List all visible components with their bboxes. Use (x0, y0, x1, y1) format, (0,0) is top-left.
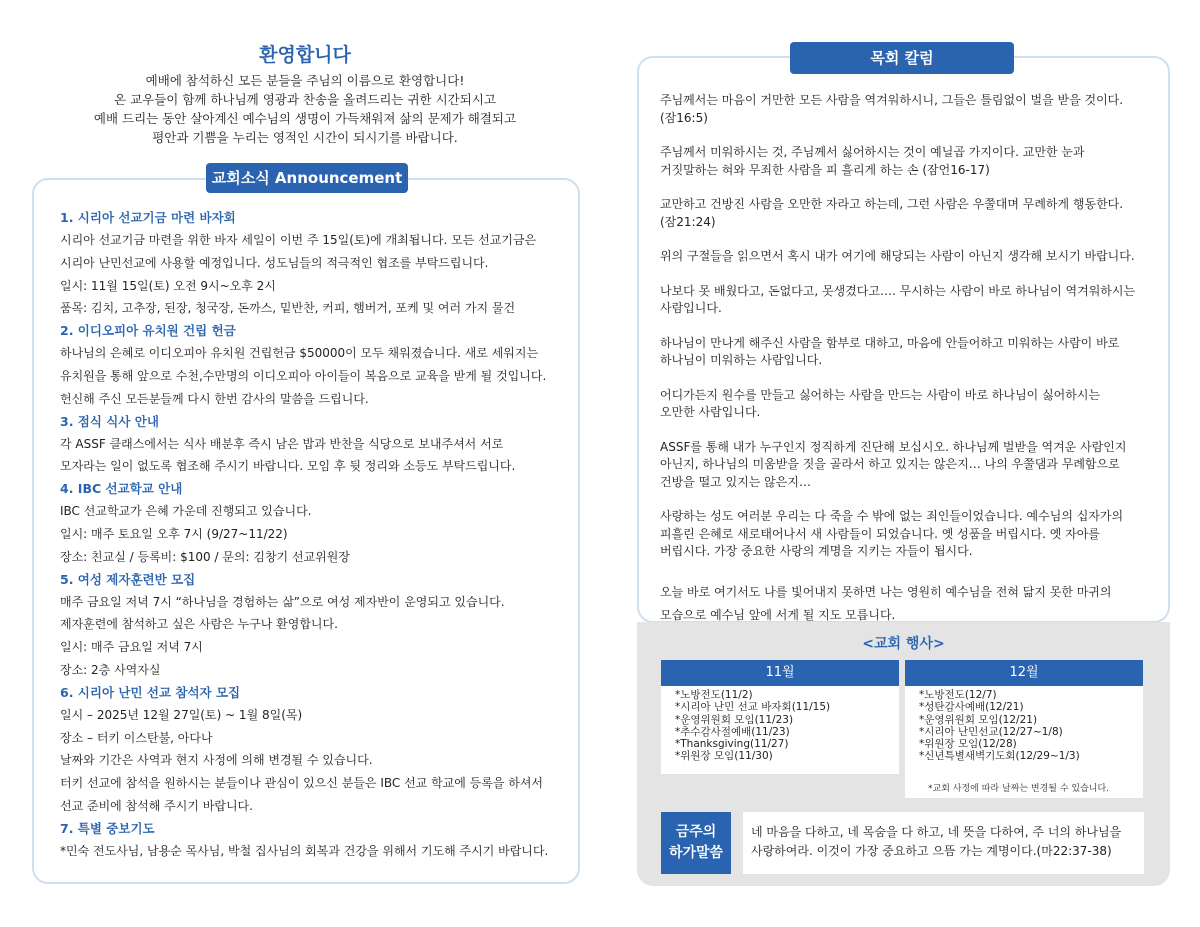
announcement-title: 6. 시리아 난민 선교 참석자 모집 (60, 684, 241, 700)
announcement-line: 제자훈련에 참석하고 싶은 사람은 누구나 환영합니다. (60, 617, 338, 632)
announcement-title: 1. 시리아 선교기금 마련 바자회 (60, 210, 236, 225)
event-item: *추수감사절예배(11/23) (675, 725, 790, 738)
announcement-line: 장소: 2층 사역자실 (60, 662, 161, 677)
verse-line: 네 마음을 다하고, 네 목숨을 다 하고, 네 뜻을 다하여, 주 너의 하나님을 (751, 825, 1122, 839)
welcome-line: 온 교우들이 함께 하나님께 영광과 찬송을 올려드리는 귀한 시간되시고 (114, 92, 496, 107)
welcome-line: 평안과 기쁨을 누리는 영적인 시간이 되시기를 바랍니다. (152, 130, 458, 145)
verse-label-line: 금주의 (675, 824, 717, 840)
column-paragraph (660, 92, 1155, 127)
announcements-list (60, 207, 570, 863)
november-events (661, 686, 899, 774)
column-paragraph (660, 508, 1155, 561)
welcome-line: 예배 드리는 동안 살아계신 예수님의 생명이 가득채워져 삶의 문제가 해결되고 (93, 111, 517, 126)
column-line: 교만하고 건방진 사람을 오만한 자라고 하는데, 그런 사람은 우쭐대며 무례하게 행동한다. (660, 197, 1124, 211)
announcement-line: 모자라는 일이 없도록 협조해 주시기 바랍니다. 모임 후 뒷 정리와 소등도 부탁드립니다. (60, 459, 516, 474)
column-line: 건방을 떨고 있지는 않은지… (660, 474, 811, 489)
column-line: 주님께서 미워하시는 것, 주님께서 싫어하시는 것이 예닐곱 가지이다. 교만한 눈과 (660, 145, 1085, 159)
announcement-line: 장소: 친교실 / 등록비: $100 / 문의: 김창기 선교위원장 (60, 549, 350, 564)
column-line: 피흘린 은혜로 새로태어나서 새 사람들이 되었습니다. 옛 성품을 버립시다. 옛 자아를 (660, 526, 1100, 541)
announcement-line: 일시: 11월 15일(토) 오전 9시~오후 2시 (60, 278, 276, 293)
november-header: 11월 (661, 660, 899, 686)
announcement-title: 2. 이디오피아 유치원 건립 헌금 (60, 323, 236, 339)
column-title: 목회 칼럼 (790, 42, 1014, 74)
announcement-line: 시리아 선교기금 마련을 위한 바자 세일이 이번 주 15일(토)에 개최됩니다. 모든 선교기금은 (60, 233, 537, 247)
column-line: 오만한 사람입니다. (660, 405, 761, 419)
event-item: *운영위원회 모임(11/23) (675, 713, 794, 726)
events-note: *교회 사정에 따라 날짜는 변경될 수 있습니다. (928, 784, 1110, 794)
event-item: *노방전도(11/2) (675, 689, 753, 701)
column-line: 위의 구절들을 읽으면서 혹시 내가 여기에 해당되는 사람이 아닌지 생각해 보시기 바랍니다. (660, 249, 1135, 263)
event-item: *성탄감사예배(12/21) (919, 701, 1024, 714)
column-line: 하나님이 만나게 해주신 사람을 함부로 대하고, 마음에 안들어하고 미워하는 사람이 바로 (660, 335, 1120, 350)
announcement-title: 5. 여성 제자훈련반 모집 (60, 571, 196, 587)
column-line: 어디가든지 원수를 만들고 싫어하는 사람을 만드는 사람이 바로 하나님이 싫어하시는 (660, 387, 1101, 402)
announcement-line: 터키 선교에 참석을 원하시는 분들이나 관심이 있으신 분들은 IBC 선교 학교에 등록을 하셔서 (60, 776, 544, 791)
announcement-line: 날짜와 기간은 사역과 현지 사정에 의해 변경될 수 있습니다. (60, 753, 373, 768)
welcome-title: 환영합니다 (259, 44, 351, 66)
column-line: 버립시다. 가장 중요한 사랑의 계명을 지키는 자들이 됩시다. (660, 544, 973, 558)
column-paragraph (660, 248, 1155, 266)
column-paragraph (660, 387, 1155, 422)
announcement-line: 하나님의 은혜로 이디오피아 유치원 건립헌금 $50000이 모두 채워졌습니다. 새로 세워지는 (60, 346, 539, 361)
event-item: *노방전도(12/7) (919, 689, 997, 701)
column-line: 아닌지, 하나님의 미움받을 짓을 골라서 하고 있지는 않은지… 나의 우쭐댐과 무례함으로 (660, 457, 1120, 471)
announcement-line: 시리아 난민선교에 사용할 예정입니다. 성도님들의 적극적인 협조를 부탁드립니다. (60, 255, 489, 270)
announcement-line: 각 ASSF 클래스에서는 식사 배분후 즉시 남은 밥과 반찬을 식당으로 보내주셔서 서로 (60, 436, 504, 451)
event-item: *시리아 난민선교(12/27~1/8) (919, 725, 1063, 738)
event-item: *신년특별새벽기도회(12/29~1/3) (919, 750, 1080, 763)
column-line: (잠16:5) (660, 110, 708, 125)
column-line: 사랑하는 성도 여러분 우리는 다 죽을 수 밖에 없는 죄인들이었습니다. 예수님의 십자가의 (660, 509, 1124, 523)
announcement-line: *민숙 전도사님, 남용순 목사님, 박철 집사님의 회복과 건강을 위해서 기도해 주시기 바랍니다. (60, 843, 549, 858)
announcement-line: 매주 금요일 저녁 7시 “하나님을 경험하는 삶”으로 여성 제자반이 운영되고 있습니다. (60, 594, 505, 609)
verse-text (743, 812, 1144, 874)
announcement-line: IBC 선교학교가 은혜 가운데 진행되고 있습니다. (60, 504, 312, 519)
column-line: 거짓말하는 혀와 무죄한 사람을 피 흘리게 하는 손 (잠언16-17) (660, 162, 990, 177)
announcement-line: 일시: 매주 금요일 저녁 7시 (60, 640, 203, 655)
event-item: *시리아 난민 선교 바자회(11/15) (675, 701, 831, 714)
column-line: ASSF를 통해 내가 누구인지 정직하게 진단해 보십시오. 하나님께 벌받을 역겨운 사람인지 (660, 439, 1127, 454)
welcome-line: 예배에 참석하신 모든 분들을 주님의 이름으로 환영합니다! (145, 73, 465, 88)
column-line: 하나님이 미워하는 사람입니다. (660, 353, 823, 367)
events-title: <교회 행사> (862, 636, 945, 652)
announcements-title: 교회소식 Announcement (206, 163, 408, 193)
event-item: *위원장 모임(12/28) (919, 738, 1017, 751)
announcement-line: 장소 – 터키 이스탄불, 아다나 (60, 730, 213, 745)
column-paragraph (660, 196, 1155, 231)
column-paragraph (660, 335, 1155, 370)
column-line: 모습으로 예수님 앞에 서게 될 지도 모릅니다. (660, 607, 896, 622)
column-line: 오늘 바로 여기서도 나를 빛어내지 못하면 나는 영원히 예수님을 전혀 닮지 못한 마귀의 (660, 584, 1112, 599)
column-body (660, 92, 1155, 644)
column-paragraph (660, 439, 1155, 492)
column-line: 나보다 못 배웠다고, 돈없다고, 못생겼다고…. 무시하는 사람이 바로 하나님이 역겨워하시는 (660, 283, 1136, 298)
announcement-line: 품목: 김치, 고추장, 된장, 청국장, 돈까스, 밑반찬, 커피, 햄버거, 포케 및 여러 가지 물건 (60, 301, 516, 316)
announcement-title: 7. 특별 중보기도 (60, 820, 155, 836)
welcome-section (40, 40, 570, 147)
announcement-line: 유치원을 통해 앞으로 수천,수만명의 이디오피아 아이들이 복음으로 교육을 받게 될 것입니다. (60, 368, 547, 383)
column-paragraph (660, 144, 1155, 179)
event-item: *운영위원회 모임(12/21) (919, 713, 1038, 726)
column-line: 사람입니다. (660, 301, 722, 315)
verse-label-line: 하가말씀 (668, 845, 724, 861)
announcement-line: 일시: 매주 토요일 오후 7시 (9/27~11/22) (60, 526, 288, 541)
announcement-line: 일시 – 2025년 12월 27일(토) ~ 1월 8일(목) (60, 707, 303, 722)
column-paragraph (660, 283, 1155, 318)
announcement-line: 헌신해 주신 모든분들께 다시 한번 감사의 말씀을 드립니다. (60, 391, 369, 406)
verse-label (661, 812, 731, 874)
december-header: 12월 (905, 660, 1143, 686)
verse-line: 사랑하여라. 이것이 가장 중요하고 으뜸 가는 계명이다.(마22:37-38) (751, 844, 1112, 858)
event-item: *Thanksgiving(11/27) (675, 738, 789, 751)
event-item: *위원장 모임(11/30) (675, 750, 773, 763)
announcement-title: 3. 점식 식사 안내 (60, 413, 159, 429)
column-line: 주님께서는 마음이 거만한 모든 사람을 역겨워하시니, 그들은 틀림없이 벌을 받을 것이다. (660, 93, 1124, 107)
announcement-title: 4. IBC 선교학교 안내 (60, 481, 183, 497)
column-line: (잠21:24) (660, 214, 716, 229)
column-paragraph (660, 581, 1155, 627)
announcement-line: 선교 준비에 참석해 주시기 바랍니다. (60, 798, 253, 813)
